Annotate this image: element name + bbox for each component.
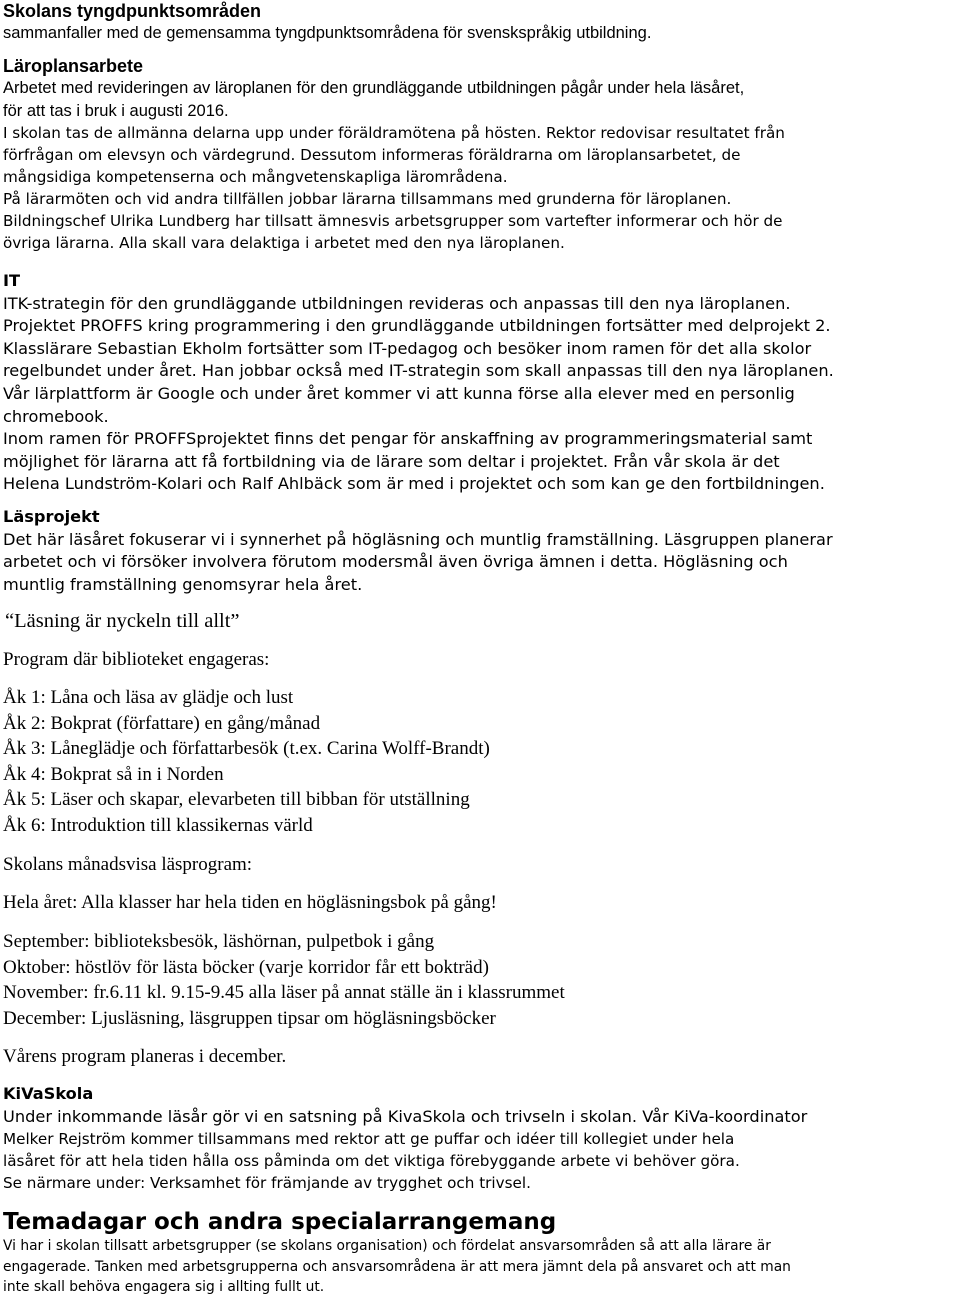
text-line: Under inkommande läsår gör vi en satsning på KivaSkola och trivseln i skolan. Vår KiVa-koordinator <box>3 1106 808 1126</box>
section-it <box>3 270 834 496</box>
text-line: chromebook. <box>3 406 109 426</box>
text-line: engagerade. Tanken med arbetsgrupperna och ansvarsområdena är att mera jämnt dela på ansvaret och att man <box>3 1258 791 1275</box>
text-line: Arbetet med revideringen av läroplanen för den grundläggande utbildningen pågår under hela läsåret, <box>3 79 745 97</box>
text-line: Melker Rejström kommer tillsammans med rektor att ge puffar och idéer till kollegiet under hela <box>3 1130 735 1149</box>
section-skolans <box>3 0 651 45</box>
text-line: Det här läsåret fokuserar vi i synnerhet på högläsning och muntlig framställning. Läsgruppen planerar <box>3 529 833 549</box>
spring-note: Vårens program planeras i december. <box>3 1046 287 1067</box>
text-line: regelbundet under året. Han jobbar också med IT-strategin som skall anpassas till den nya läroplanen. <box>3 361 834 381</box>
text-line: ITK-strategin för den grundläggande utbildningen revideras och anpassas till den nya läroplanen. <box>3 293 791 313</box>
list-item: November: fr.6.11 kl. 9.15-9.45 alla läser på annat ställe än i klassrummet <box>3 982 565 1003</box>
text-line: inte skall behöva engagera sig i allting fullt ut. <box>3 1279 325 1295</box>
text-line: I skolan tas de allmänna delarna upp under föräldramötena på hösten. Rektor redovisar resultatet från <box>3 124 785 142</box>
text-line: På lärarmöten och vid andra tillfällen jobbar lärarna tillsammans med grunderna för läroplanen. <box>3 190 732 208</box>
section-title: Temadagar och andra specialarrangemang <box>3 1209 557 1235</box>
text-line: läsåret för att hela tiden hålla oss påminda om det viktiga förebyggande arbete vi behöver göra. <box>3 1152 740 1171</box>
section-title: IT <box>3 271 21 290</box>
list-item: Åk 5: Läser och skapar, elevarbeten till bibban för utställning <box>3 789 470 810</box>
monthly-intro: Skolans månadsvisa läsprogram: <box>3 854 253 875</box>
section-title: Läsprojekt <box>3 507 100 526</box>
text-line: Bildningschef Ulrika Lundberg har tillsatt ämnesvis arbetsgrupper som vartefter informerar och hör de <box>3 212 783 230</box>
section-title: KiVaSkola <box>3 1084 94 1103</box>
list-item: December: Ljusläsning, läsgruppen tipsar om högläsningsböcker <box>3 1007 496 1029</box>
grade-list <box>3 685 490 838</box>
section-title: Läroplansarbete <box>3 56 144 76</box>
section-lasprojekt <box>3 506 833 596</box>
text-line: Klasslärare Sebastian Ekholm fortsätter som IT-pedagog och besöker inom ramen för det alla skolor <box>3 338 812 358</box>
whole-year: Hela året: Alla klasser har hela tiden en högläsningsbok på gång! <box>3 892 497 913</box>
text-line: Se närmare under: Verksamhet för främjande av trygghet och trivsel. <box>3 1174 531 1193</box>
quote: “Läsning är nyckeln till allt” <box>5 610 240 632</box>
text-line: Projektet PROFFS kring programmering i den grundläggande utbildningen fortsätter med delprojekt 2. <box>3 316 831 336</box>
text-line: förfrågan om elevsyn och värdegrund. Dessutom informeras föräldrarna om läroplansarbetet, de <box>3 146 741 164</box>
text-line: arbetet och vi försöker involvera förutom modersmål även övriga ämnen i detta. Högläsning och <box>3 552 788 572</box>
text-line: övriga lärarna. Alla skall vara delaktiga i arbetet med den nya läroplanen. <box>3 234 565 252</box>
section-title: Skolans tyngdpunktsområden <box>3 1 262 21</box>
text-line: Vår lärplattform är Google och under året kommer vi att kunna förse alla elever med en personlig <box>3 383 795 403</box>
program-intro: Program där biblioteket engageras: <box>3 649 270 670</box>
month-list <box>3 929 565 1031</box>
list-item: Åk 3: Låneglädje och författarbesök (t.ex. Carina Wolff-Brandt) <box>3 738 490 759</box>
text-line: för att tas i bruk i augusti 2016. <box>3 101 229 120</box>
list-item: Åk 2: Bokprat (författare) en gång/månad <box>3 712 321 734</box>
text-line: muntlig framställning genomsyrar hela året. <box>3 574 363 594</box>
section-kivaskola <box>3 1083 807 1194</box>
section-laroplansarbete <box>3 55 785 254</box>
list-item: Åk 4: Bokprat så in i Norden <box>3 763 224 785</box>
text-line: mångsidiga kompetenserna och mångvetenskapliga lärområdena. <box>3 168 508 186</box>
list-item: Åk 1: Låna och läsa av glädje och lust <box>3 687 294 708</box>
list-item: Oktober: höstlöv för lästa böcker (varje korridor får ett bokträd) <box>3 956 489 978</box>
section-temadagar <box>3 1208 791 1298</box>
list-item: Åk 6: Introduktion till klassikernas värld <box>3 814 313 836</box>
list-item: September: biblioteksbesök, läshörnan, pulpetbok i gång <box>3 931 435 952</box>
paragraph: sammanfaller med de gemensamma tyngdpunktsområdena för svenskspråkig utbildning. <box>3 24 652 42</box>
text-line: möjlighet för lärarna att få fortbildning via de lärare som deltar i projektet. Från vår skola är det <box>3 451 780 471</box>
text-line: Helena Lundström-Kolari och Ralf Ahlbäck som är med i projektet och som kan ge den fortbildningen. <box>3 474 825 494</box>
text-line: Vi har i skolan tillsatt arbetsgrupper (se skolans organisation) och fördelat ansvarsområden så att alla lärare är <box>3 1238 771 1254</box>
text-line: Inom ramen för PROFFSprojektet finns det pengar för anskaffning av programmeringsmaterial samt <box>3 429 813 449</box>
